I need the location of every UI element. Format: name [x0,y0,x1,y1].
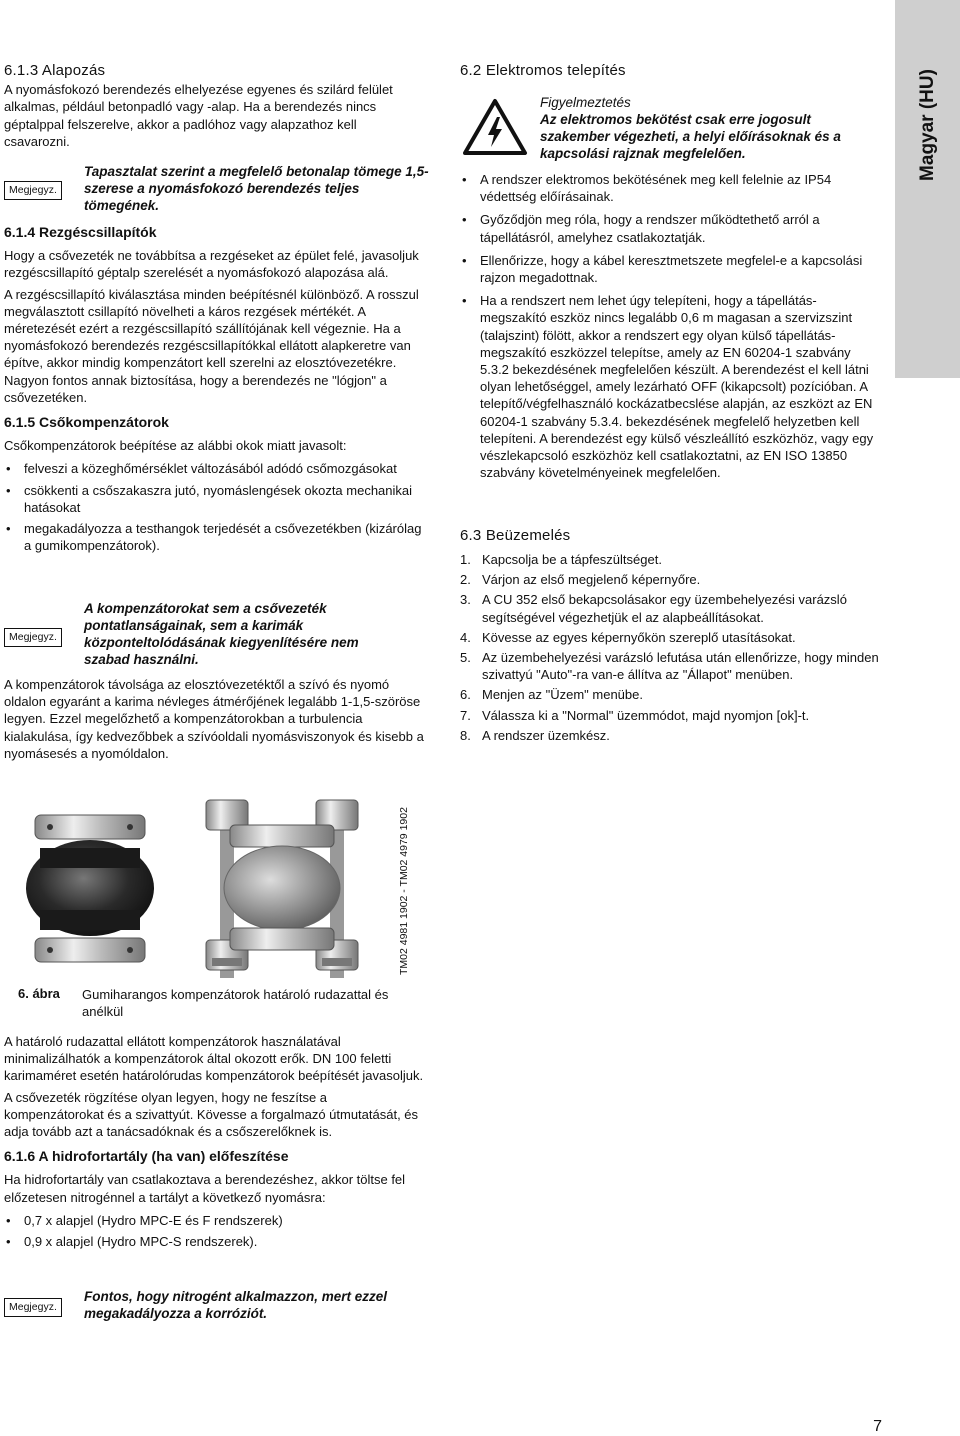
note-2-text: A kompenzátorokat sem a csővezeték pontatlanságainak, sem a karimák központeltolódásának kiegyenlítésére nem szabad használni. [84,601,359,667]
list-item: • Ellenőrizze, hogy a kábel keresztmetszete megfelel-e a kapcsolási rajzon megadottnak. [460,252,882,286]
compensator-illustration [0,790,430,985]
language-tab [895,0,960,378]
section-613 [4,62,424,150]
section-615-title: 6.1.5 Csőkompenzátorok [4,414,169,431]
figure-code: TM02 4981 1902 - TM02 4979 1902 [398,807,410,975]
warning-block [540,94,880,162]
list-item: 1. Kapcsolja be a tápfeszültséget. [460,552,662,567]
section-63-steps-wrap [460,551,885,747]
section-613-title: 6.1.3 Alapozás [4,62,106,79]
figure-caption: Gumiharangos kompenzátorok határoló rudazattal és anélkül [82,987,389,1019]
figure-label: 6. ábra [18,986,60,1001]
warning-icon [462,97,528,160]
figure-compensators [0,790,430,985]
list-item: • 0,9 x alapjel (Hydro MPC-S rendszerek). [4,1233,424,1250]
section-62-title: 6.2 Elektromos telepítés [460,62,626,79]
section-615-intro: Csőkompenzátorok beépítése az alábbi okok miatt javasolt: [4,438,347,454]
list-item: • Ha a rendszert nem lehet úgy telepíteni, hogy a tápellátás-megszakító eszköz nincs legalább 0,6 m magasan a szervizszint (talajszint) fölött, akkor a rendszert egy olyan külső tápellátás-megszakító eszközzel telepítse, amely az EN 60204-1 szabvány 5.3.2 bekezdésének megfelelően készült. A berendezést el kell látni olyan lehetőséggel, amely lezárható OFF (kikapcsolt) pozícióban. A telepítő/végfelhasználó kockázatbecslése alapján, az eszközt az EN 60204-1 szabvány 5.3.4. bekezdésének megfelelő helyzetben kell telepíteni. A berendezést egy külső vészleállító eszközhöz, vagy egy vészlekapcsoló eszközhöz kell csatlakoztatni, az EN ISO 13850 szabvány követelményeinek megfelelően. [460,292,882,481]
section-63-steps [460,551,885,744]
after-figure [4,1033,424,1254]
compensator-without-rods [26,815,154,962]
section-614 [4,224,424,558]
list-item: • A rendszer elektromos bekötésének meg kell felelnie az IP54 védettség előírásainak. [460,171,882,205]
warning-text: Az elektromos bekötést csak erre jogosult szakember végezheti, a helyi előírásoknak és a kapcsolási rajznak megfelelően. [540,112,841,161]
note-3-text: Fontos, hogy nitrogént alkalmazzon, mert ezzel megakadályozza a korróziót. [84,1289,388,1321]
section-615-bullets [4,460,424,554]
note-label-3: Megjegyz. [4,1298,62,1317]
list-item: • megakadályozza a testhangok terjedését a csővezetékben (kizárólag a gumikompenzátorok). [4,520,424,554]
list-item: • felveszi a közeghőmérséklet változásából adódó csőmozgásokat [4,460,424,477]
list-item: 2. Várjon az első megjelenő képernyőre. [460,572,701,588]
note-1-text: Tapasztalat szerint a megfelelő betonalap tömege 1,5-szerese a nyomásfokozó berendezés teljes tömegének. [84,164,429,213]
list-item: 3. A CU 352 első bekapcsolásakor egy üzembehelyezési varázsló segítségével végezhetjük el az alapbeállításokat. [460,592,847,625]
after-figure-p2: A csővezeték rögzítése olyan legyen, hogy ne feszítse a kompenzátorokat és a szivattyút. Kövesse a forgalmazó útmutatását, és adja tovább azt a tanácsadóknak és a csőszerelőknek is. [4,1089,419,1140]
section-62-bullets [460,171,882,481]
list-item: 4. Kövesse az egyes képernyőkön szereplő utasításokat. [460,629,796,645]
section-62-bullets-wrap [460,171,882,485]
compensator-with-rods [206,800,358,978]
section-616-intro: Ha hidrofortartály van csatlakoztava a berendezéshez, akkor töltse fel előzetesen nitrogénnel a tartályt a következő nyomásra: [4,1172,406,1205]
warning-title: Figyelmeztetés [540,95,631,110]
note-label-1: Megjegyz. [4,181,62,200]
language-tab-label: Magyar (HU) [916,69,938,181]
note-label-2: Megjegyz. [4,628,62,647]
section-614-p1: Hogy a csővezeték ne továbbítsa a rezgéseket az épület felé, javasoljuk rezgéscsillapító géptalp szerelését a nyomásfokozó alapozása alá. [4,248,419,281]
section-63-title: 6.3 Beüzemelés [460,527,571,544]
list-item: 6. Menjen az "Üzem" menübe. [460,687,643,703]
list-item: • csökkenti a csőszakaszra jutó, nyomáslengések okozta mechanikai hatásokat [4,482,424,516]
list-item: 7. Válassza ki a "Normal" üzemmódot, majd nyomjon [ok]-t. [460,707,810,723]
section-616-title: 6.1.6 A hidrofortartály (ha van) előfeszítése [4,1148,289,1165]
section-615-p2: A kompenzátorok távolsága az elosztóvezetéktől a szívó és nyomó oldalon egyaránt a karima névleges átmérőjének legalább 1-1,5-szöröse legyen. Ezzel megelőzhető a kompenzátorokban a turbulencia kialakulása, így kedvezőbbek a szívóoldali nyomásviszonyok és kisebb a nyomásesés a nyomóldalon. [4,677,424,761]
after-figure-p1: A határoló rudazattal ellátott kompenzátorok használatával minimalizálhatók a kompenzátorok által okozott erők. DN 100 feletti karimaméret esetén határolórudas kompenzátorok beépítését javasoljuk. [4,1034,424,1084]
list-item: 8. A rendszer üzemkész. [460,727,610,743]
section-614-p2: A rezgéscsillapító kiválasztása minden beépítésnél különböző. A rosszul megválasztott csillapító növelheti a káros rezgések mértékét. A méretezését ezért a rezgéscsillapító szállítójának kell végeznie. Ha a nyomásfokozó berendezés rezgéscsillapítókkal ellátott alapkeretre van építve, akkor mindig kompenzátort kell szerelni az elosztóvezetékre. Nagyon fontos annak biztosítása, hogy a berendezés ne "lógjon" a csővezetéken. [4,286,419,405]
list-item: • Győződjön meg róla, hogy a rendszer működtethető arról a tápellátásról, amelyhez csatlakoztatják. [460,211,882,245]
section-616-bullets [4,1212,424,1250]
section-613-body: A nyomásfokozó berendezés elhelyezése egyenes és szilárd felület alkalmas, például betonpadló vagy -alap. Ha a berendezés nincs géptalppal felszerelve, akkor a padlóhoz vagy alapzathoz kell csavarozni. [4,82,393,149]
page-number: 7 [873,1418,882,1435]
list-item: • 0,7 x alapjel (Hydro MPC-E és F rendszerek) [4,1212,424,1229]
list-item: 5. Az üzembehelyezési varázsló lefutása után ellenőrizze, hogy minden szivattyú "Auto"-ra van-e állítva az "Állapot" menüben. [460,650,879,683]
section-614-title: 6.1.4 Rezgéscsillapítók [4,224,157,240]
